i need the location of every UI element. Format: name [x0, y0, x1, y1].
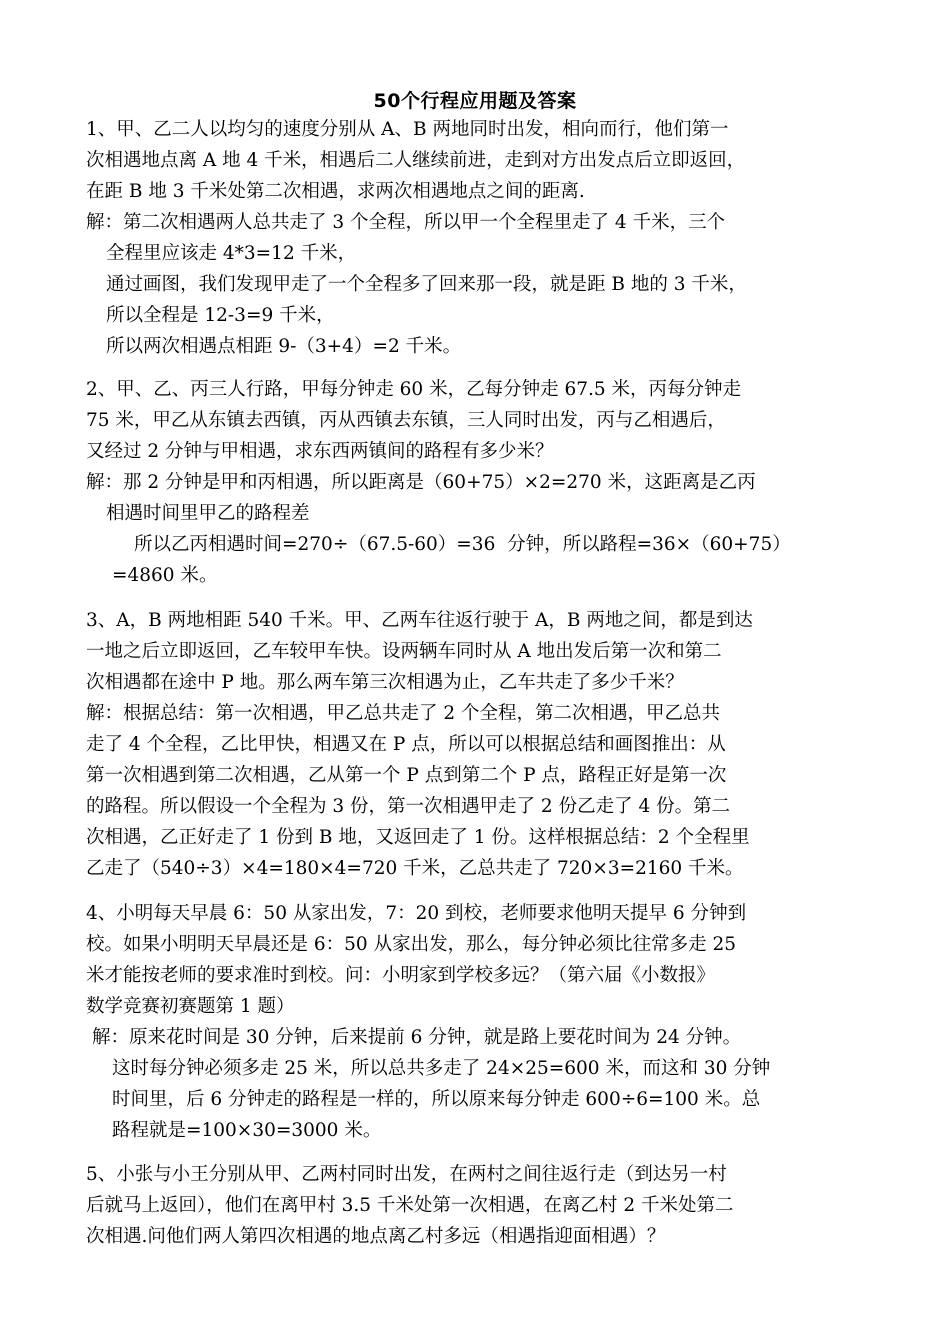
problem-2-answer-line-1: 解：那 2 分钟是甲和丙相遇，所以距离是（60+75）×2=270 米，这距离是乙丙	[86, 472, 756, 493]
problem-4-question-line-1: 4、小明每天早晨 6：50 从家出发，7：20 到校，老师要求他明天提早 6 分钟到	[86, 903, 747, 924]
problem-2-answer-line-3: 所以乙丙相遇时间=270÷（67.5-60）=36 分钟，所以路程=36×（60+75）	[134, 534, 791, 555]
problem-3-answer-line-1: 解：根据总结：第一次相遇，甲乙总共走了 2 个全程，第二次相遇，甲乙总共	[86, 703, 721, 724]
problem-3-answer-line-2: 走了 4 个全程，乙比甲快，相遇又在 P 点，所以可以根据总结和画图推出：从	[86, 734, 726, 755]
problem-3-question-line-2: 一地之后立即返回，乙车较甲车快。设两辆车同时从 A 地出发后第一次和第二	[86, 641, 722, 662]
problem-4-question-line-2: 校。如果小明明天早晨还是 6：50 从家出发，那么，每分钟必须比往常多走 25	[86, 934, 736, 955]
problem-1-answer-line-4: 所以全程是 12-3=9 千米，	[106, 305, 335, 326]
problem-1-answer-line-2: 全程里应该走 4*3=12 千米，	[106, 243, 357, 264]
problem-5-question-line-3: 次相遇.问他们两人第四次相遇的地点离乙村多远（相遇指迎面相遇）？	[86, 1226, 666, 1247]
problem-4-answer-line-1: 解：原来花时间是 30 分钟，后来提前 6 分钟，就是路上要花时间为 24 分钟。	[92, 1027, 742, 1048]
problem-3-answer-line-4: 的路程。所以假设一个全程为 3 份，第一次相遇甲走了 2 份乙走了 4 份。第二	[86, 796, 731, 817]
problem-4-question-line-4: 数学竞赛初赛题第 1 题）	[86, 996, 295, 1017]
problem-1-answer-line-5: 所以两次相遇点相距 9-（3+4）=2 千米。	[106, 336, 462, 357]
problem-2-question-line-2: 75 米，甲乙从东镇去西镇，丙从西镇去东镇，三人同时出发，丙与乙相遇后，	[86, 410, 726, 431]
problem-1-question-line-1: 1、甲、乙二人以均匀的速度分别从 A、B 两地同时出发，相向而行，他们第一	[86, 119, 729, 140]
problem-2-answer-line-2: 相遇时间里甲乙的路程差	[106, 503, 310, 524]
problem-1-answer-line-3: 通过画图，我们发现甲走了一个全程多了回来那一段，就是距 B 地的 3 千米，	[106, 274, 747, 295]
problem-3-answer-line-3: 第一次相遇到第二次相遇，乙从第一个 P 点到第二个 P 点，路程正好是第一次	[86, 765, 727, 786]
problem-1-question-line-2: 次相遇地点离 A 地 4 千米，相遇后二人继续前进，走到对方出发点后立即返回，	[86, 150, 746, 171]
problem-1-question-line-3: 在距 B 地 3 千米处第二次相遇，求两次相遇地点之间的距离.	[86, 181, 585, 202]
problem-2-question-line-3: 又经过 2 分钟与甲相遇，求东西两镇间的路程有多少米？	[86, 441, 554, 462]
problem-5-question-line-2: 后就马上返回），他们在离甲村 3.5 千米处第一次相遇，在离乙村 2 千米处第二	[86, 1195, 734, 1216]
problem-2-question-line-1: 2、甲、乙、丙三人行路，甲每分钟走 60 米，乙每分钟走 67.5 米，丙每分钟走	[86, 379, 742, 400]
problem-2-answer-line-4: =4860 米。	[112, 565, 218, 586]
problem-1-answer-line-1: 解：第二次相遇两人总共走了 3 个全程，所以甲一个全程里走了 4 千米，三个	[86, 212, 726, 233]
problem-4-question-line-3: 米才能按老师的要求准时到校。问：小明家到学校多远？（第六届《小数报》	[86, 965, 716, 986]
problem-4-answer-line-4: 路程就是=100×30=3000 米。	[112, 1120, 382, 1141]
problem-5-question-line-1: 5、小张与小王分别从甲、乙两村同时出发，在两村之间往返行走（到达另一村	[86, 1164, 727, 1185]
problem-3-answer-line-5: 次相遇，乙正好走了 1 份到 B 地，又返回走了 1 份。这样根据总结：2 个全程里	[86, 827, 750, 848]
problem-3-question-line-3: 次相遇都在途中 P 地。那么两车第三次相遇为止，乙车共走了多少千米？	[86, 672, 684, 693]
problem-4-answer-line-2: 这时每分钟必须多走 25 米，所以总共多走了 24×25=600 米，而这和 30 分钟	[112, 1058, 771, 1079]
problem-4-answer-line-3: 时间里，后 6 分钟走的路程是一样的，所以原来每分钟走 600÷6=100 米。总	[112, 1089, 761, 1110]
problem-3-answer-line-6: 乙走了（540÷3）×4=180×4=720 千米，乙总共走了 720×3=2160 千米。	[86, 858, 744, 879]
problem-3-question-line-1: 3、A，B 两地相距 540 千米。甲、乙两车往返行驶于 A，B 两地之间，都是到达	[86, 610, 753, 631]
page-title: 50个行程应用题及答案	[373, 90, 577, 112]
